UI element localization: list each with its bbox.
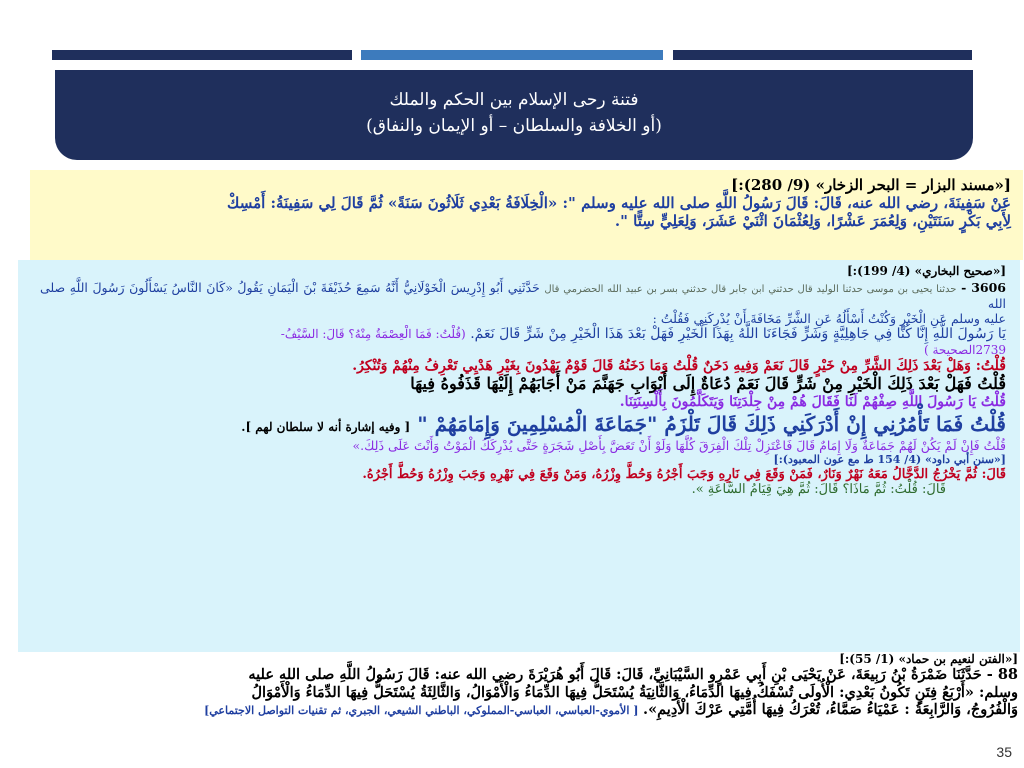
- naeem-line3-text: وَالْفُرُوجُ، وَالرَّابِعَةُ : عَمْيَاءُ صَمَّاءُ، تُعْرَكُ فِيهَا أُمَّتِي عَرْكَ الْأَدِيمِ».: [643, 701, 1018, 719]
- naeem-line1: 88 - حَدَّثَنَا ضَمْرَةُ بْنُ رَبِيعَةَ، عَنْ يَحْيَى بْنِ أَبِي عَمْرٍو السَّيْبَانِيِّ، قَالَ: قَالَ أَبُو هُرَيْرَةَ رضي الله عنه: قَالَ رَسُولُ اللَّهِ صلى الله عليه: [248, 666, 1018, 684]
- hadith-3606-line2: عليه وسلم عَنِ الْخَيْرِ وَكُنْتُ أَسْأَلُهُ عَنِ الشَّرِّ مَخَافَةَ أَنْ يُدْرِكَنِي فَقُلْتُ :: [652, 311, 1006, 327]
- naeem-line3: [26, 701, 1018, 719]
- naeem-source: [«الفتن لنعيم بن حماد» (1/ 55):]: [839, 652, 1018, 666]
- question-text: يَا رَسُولَ اللَّهِ إِنَّا كُنَّا فِي جَاهِلِيَّةٍ وَشَرٍّ فَجَاءَنَا اللَّهُ بِهَذَا الْخَيْرِ فَهَلْ بَعْدَ هَذَا الْخَيْرِ مِنْ شَرٍّ قَالَ نَعَمْ.: [470, 326, 1006, 343]
- bukhari-quote-box: [18, 260, 1020, 653]
- bukhari-source: [«صحيح البخاري» (4/ 199):]: [847, 264, 1006, 278]
- question-note: (قُلْتُ: فَمَا الْعِصْمَةُ مِنْهُ؟ قَالَ: السَّيْفُ-: [280, 327, 466, 342]
- naeem-line3-note: [ الأموي-العباسي، العباسي-المملوكي، الباطني الشيعي، الجبري، ثم تقنيات التواصل الاجتماعي]: [204, 704, 639, 718]
- slide-title: فتنة رحى الإسلام بين الحكم والملك: [389, 90, 639, 110]
- silsila-ref: 2739الصحيحة ): [924, 343, 1006, 358]
- saah-line: قَالَ: قُلْتُ: ثُمَّ مَاذَا؟ قَالَ: ثُمَّ هِيَ قِيَامُ السَّاعَةِ ».: [691, 482, 946, 498]
- isnad-small: حدثنا يحيى بن موسى حدثنا الوليد قال حدثني ابن جابر قال حدثني بسر بن عبيد الله الحضرمي قال: [544, 284, 957, 296]
- slide-title-banner: [55, 70, 973, 160]
- dajjal-line: قَالَ: ثُمَّ يَخْرُجُ الدَّجَّالُ مَعَهُ نَهْرٌ وَنَارٌ، فَمَنْ وَقَعَ فِي نَارِهِ وَجَبَ أَجْرُهُ وَحُطَّ وِزْرُهُ، وَمَنْ وَقَعَ فِي نَهْرِهِ وَجَبَ وِزْرُهُ وَحُطَّ أَجْرُهُ.: [362, 466, 1006, 482]
- decor-bar-left: [52, 50, 352, 60]
- sifhum-line: قُلْتُ يَا رَسُولَ اللَّهِ صِفْهُمْ لَنَا فَقَالَ هُمْ مِنْ جِلْدَتِنَا وَيَتَكَلَّمُونَ بِأَلْسِنَتِنَا.: [619, 393, 1006, 410]
- dakhan-line: قُلْتُ: وَهَلْ بَعْدَ ذَلِكَ الشَّرِّ مِنْ خَيْرٍ قَالَ نَعَمْ وَفِيهِ دَخَنٌ قُلْتُ وَمَا دَخَنُهُ قَالَ قَوْمٌ يَهْدُونَ بِغَيْرِ هَدْيِي تَعْرِفُ مِنْهُمْ وَتُنْكِرُ.: [352, 357, 1006, 374]
- decor-bar-middle: [361, 50, 663, 60]
- hadith-3606-line3: [40, 326, 1006, 343]
- isnad-text: حَدَّثَنِي أَبُو إِدْرِيسَ الْخَوْلَانِيُّ أَنَّهُ سَمِعَ حُذَيْفَةَ بْنَ الْيَمَانِ يَقُولُ «كَانَ النَّاسُ يَسْأَلُونَ رَسُولَ اللَّهِ صلى الله: [40, 280, 1006, 312]
- itazil-line: قُلْتُ فَإِنْ لَمْ يَكُنْ لَهُمْ جَمَاعَةٌ وَلَا إِمَامٌ قَالَ فَاعْتَزِلْ تِلْكَ الْفِرَقَ كُلَّهَا وَلَوْ أَنْ تَعَضَّ بِأَصْلِ شَجَرَةٍ حَتَّى يُدْرِكَكَ الْمَوْتُ وَأَنْتَ عَلَى ذَلِكَ.»: [352, 438, 1006, 454]
- abudawud-source: [«سنن أبي داود» (4/ 154 ط مع عون المعبود):]: [773, 453, 1006, 467]
- jamaah-note: [ وفيه إشارة أنه لا سلطان لهم ].: [241, 420, 411, 435]
- jamaah-text: قُلْتُ فَمَا تَأْمُرُنِي إِنْ أَدْرَكَنِي ذَلِكَ قَالَ تَلْزَمُ "جَمَاعَةَ الْمُسْلِمِينَ وَإِمَامَهُمْ ": [417, 412, 1006, 437]
- naeem-quote-box: [18, 652, 1022, 752]
- top-decor-bars: [52, 50, 972, 60]
- jamaah-line: [40, 412, 1006, 436]
- bazzar-source: [«مسند البزار = البحر الزخار» (9/ 280):]: [731, 176, 1011, 194]
- naeem-line2: وسلم: «أَرْبَعُ فِتَنٍ تَكُونُ بَعْدِي: الْأُولَى تُسْفَكُ فِيهَا الدِّمَاءُ، وَالثَّانِيَةُ يُسْتَحَلُّ فِيهَا الدِّمَاءُ وَالْأَمْوَالُ، وَالثَّالِثَةُ يُسْتَحَلُّ فِيهَا الدِّمَاءُ وَالْأَمْوَالُ: [251, 683, 1018, 701]
- bazzar-text-a: عَنْ سَفِينَةَ، رضي الله عنه، قَالَ: قَالَ رَسُولُ اللَّهِ صلى الله عليه وسلم ": «الْخِلَافَةُ بَعْدِي ثَلَاثُونَ سَنَةً» ثُمَّ قَالَ لِي سَفِينَةُ: أَمْسِكْ: [227, 194, 1011, 212]
- decor-bar-right: [673, 50, 972, 60]
- hadith-number: 3606 -: [961, 280, 1007, 296]
- page-number: 35: [996, 744, 1012, 760]
- bazzar-text-b: لِأَبِي بَكْرٍ سَنَتَيْنِ، وَلِعُمَرَ عَشْرًا، وَلِعُثْمَانَ اثْنَيْ عَشَرَ، وَلِعَلِيٍّ سِتًّا ".: [614, 212, 1011, 230]
- hadith-3606-line1: [40, 280, 1006, 311]
- slide-subtitle: (أو الخلافة والسلطان – أو الإيمان والنفاق): [366, 116, 662, 136]
- duat-line: قُلْتُ فَهَلْ بَعْدَ ذَلِكَ الْخَيْرِ مِنْ شَرٍّ قَالَ نَعَمْ دُعَاةٌ إِلَى أَبْوَابِ جَهَنَّمَ مَنْ أَجَابَهُمْ إِلَيْهَا قَذَفُوهُ فِيهَا: [410, 374, 1006, 394]
- bazzar-quote-box: [30, 170, 1023, 260]
